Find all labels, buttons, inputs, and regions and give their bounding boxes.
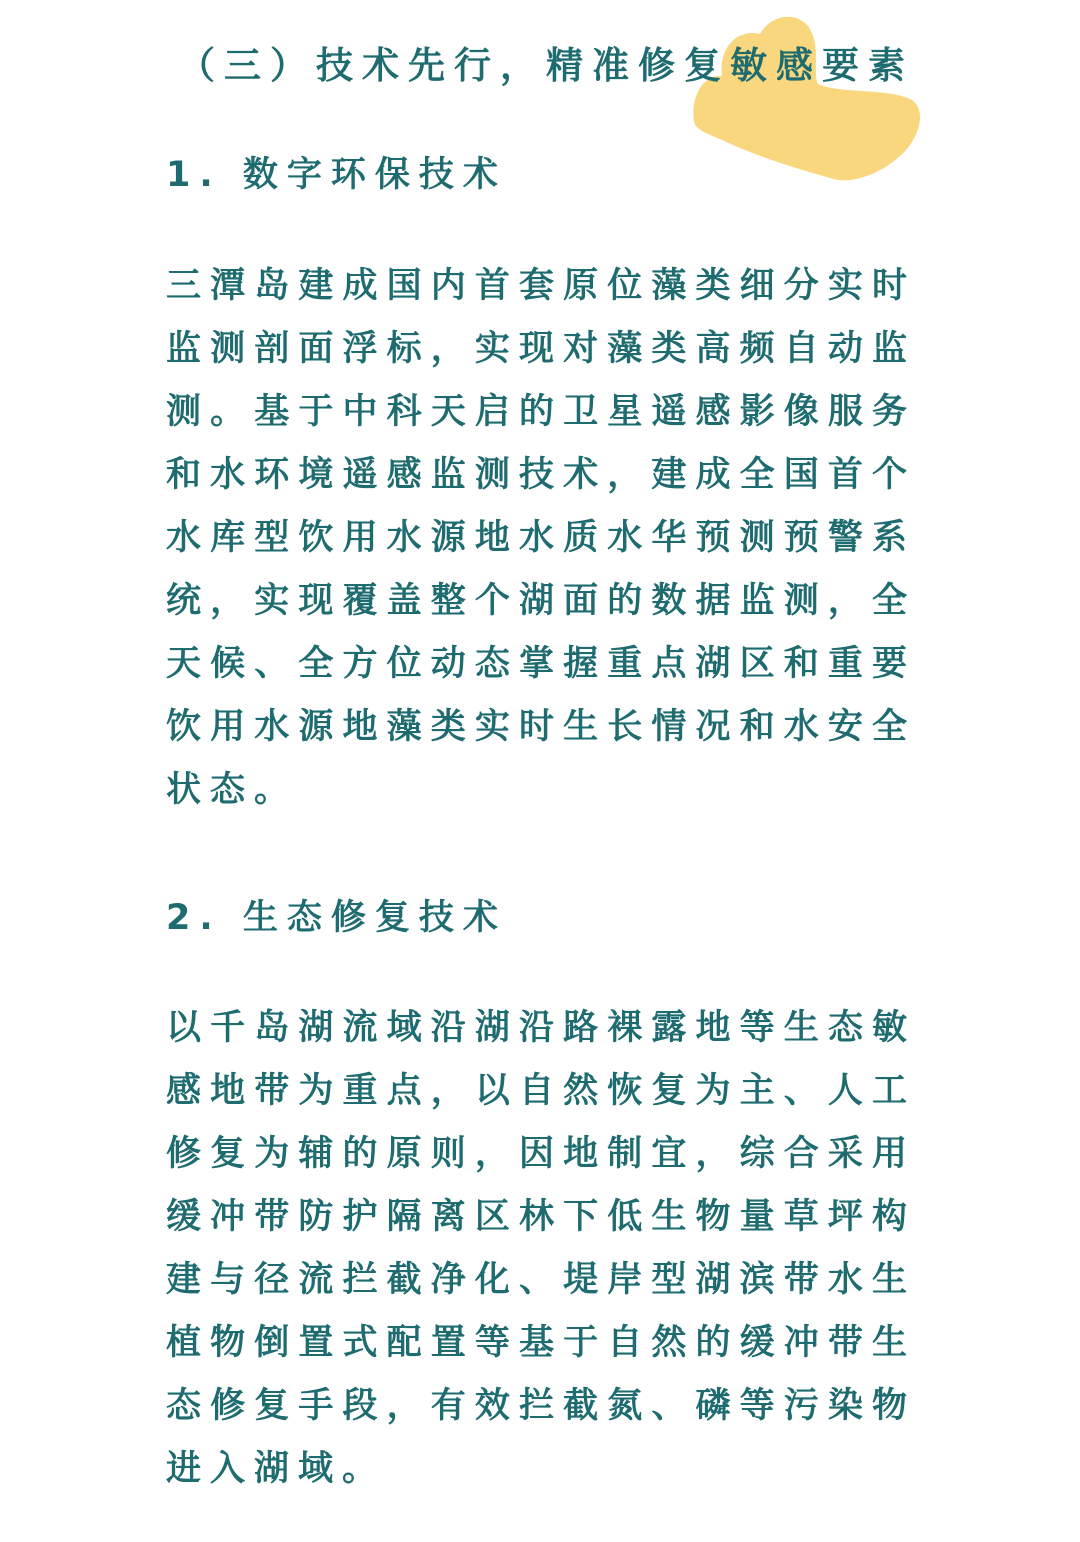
paragraph-eco-restoration: 以千岛湖流域沿湖沿路裸露地等生态敏感地带为重点，以自然恢复为主、人工修复为辅的原则，因地制宜，综合采用缓冲带防护隔离区林下低生物量草坪构建与径流拦截净化、堤岸型湖滨带水生植物倒置式配置等基于自然的缓冲带生态修复手段，有效拦截氮、磷等污染物进入湖域。 <box>166 1008 916 1489</box>
paragraph-digital-tech: 三潭岛建成国内首套原位藻类细分实时监测剖面浮标，实现对藻类高频自动监测。基于中科天启的卫星遥感影像服务和水环境遥感监测技术，建成全国首个水库型饮用水源地水质水华预测预警系统，实现覆盖整个湖面的数据监测，全天候、全方位动态掌握重点湖区和重要饮用水源地藻类实时生长情况和水安全状态。 <box>166 266 916 810</box>
section-heading: （三）技术先行，精准修复敏感要素 <box>178 44 914 87</box>
yellow-flower-petal-icon <box>690 10 930 190</box>
subsection-heading-digital-tech: 1. 数字环保技术 <box>166 155 507 195</box>
subsection-heading-eco-restoration: 2. 生态修复技术 <box>166 898 507 938</box>
